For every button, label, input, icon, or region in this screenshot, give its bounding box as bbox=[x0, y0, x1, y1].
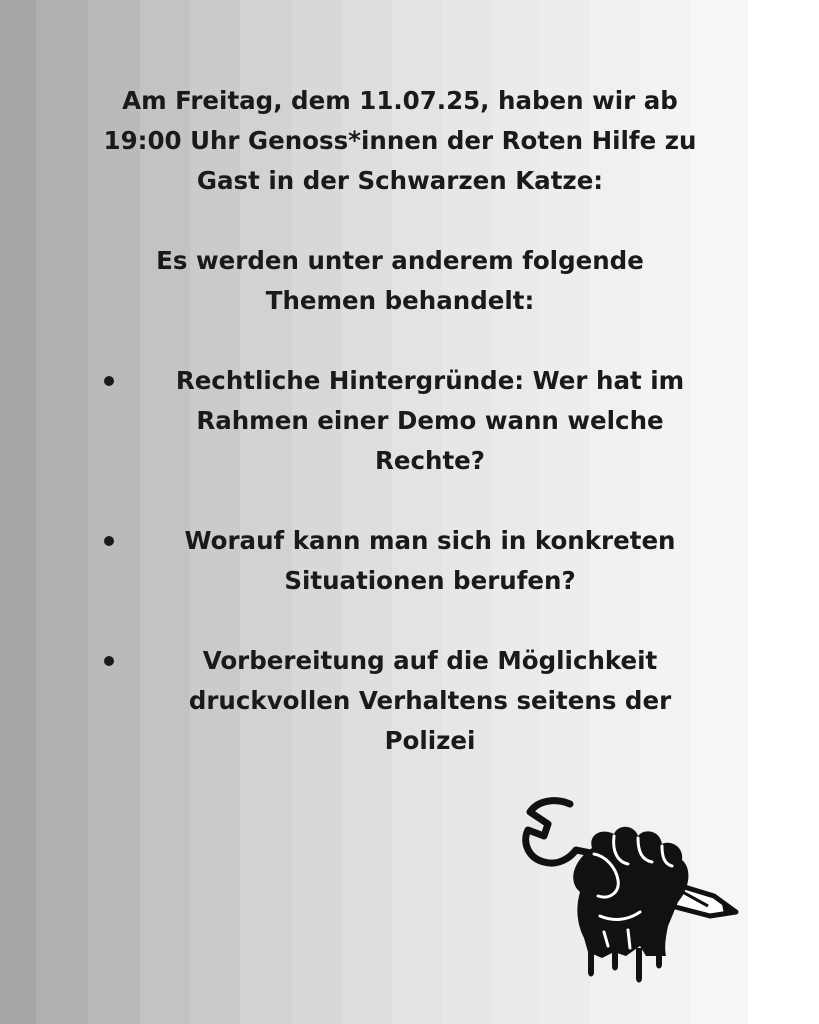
topics-intro-line-1: Es werden unter anderem folgende bbox=[156, 246, 644, 275]
bullet-icon bbox=[104, 376, 114, 386]
list-item-line: Rahmen einer Demo wann welche bbox=[196, 406, 664, 435]
intro-line-3: Gast in der Schwarzen Katze: bbox=[196, 166, 604, 195]
intro-line-2: 19:00 Uhr Genoss*innen der Roten Hilfe zu bbox=[103, 126, 697, 155]
fist-with-wrench-and-pencil-icon bbox=[518, 796, 740, 984]
list-item bbox=[80, 521, 720, 601]
list-item-text bbox=[80, 361, 720, 481]
intro-line-1: Am Freitag, dem 11.07.25, haben wir ab bbox=[122, 86, 678, 115]
bullet-icon bbox=[104, 536, 114, 546]
list-item-line: Situationen berufen? bbox=[284, 566, 576, 595]
list-item-line: Vorbereitung auf die Möglichkeit bbox=[202, 646, 658, 675]
list-item-line: druckvollen Verhaltens seitens der bbox=[188, 686, 672, 715]
list-item-line: Polizei bbox=[384, 726, 476, 755]
list-item bbox=[80, 361, 720, 481]
bullet-icon bbox=[104, 656, 114, 666]
intro-paragraph bbox=[80, 81, 720, 201]
list-item-text bbox=[80, 641, 720, 761]
list-item-line: Worauf kann man sich in konkreten bbox=[184, 526, 676, 555]
flyer-text bbox=[80, 81, 720, 761]
list-item-line: Rechte? bbox=[375, 446, 485, 475]
list-item-text bbox=[80, 521, 720, 601]
topics-intro-paragraph bbox=[80, 241, 720, 321]
list-item bbox=[80, 641, 720, 761]
topic-list bbox=[80, 361, 720, 761]
list-item-line: Rechtliche Hintergründe: Wer hat im bbox=[175, 366, 685, 395]
topics-intro-line-2: Themen behandelt: bbox=[265, 286, 535, 315]
